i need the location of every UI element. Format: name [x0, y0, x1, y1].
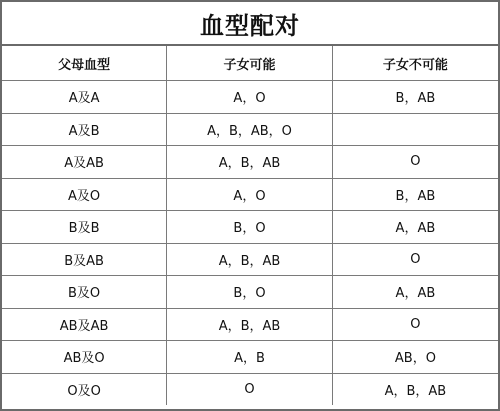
table-row — [2, 373, 498, 405]
parent-blood-type-cell: B及O — [2, 276, 167, 309]
child-possible-cell: A，O — [167, 178, 333, 211]
child-possible-cell: B，O — [167, 276, 333, 309]
header-child-impossible: 子女不可能 — [332, 46, 498, 81]
parent-blood-type-cell: A及AB — [2, 146, 167, 179]
parent-blood-type-cell: A及O — [2, 178, 167, 211]
table-row — [2, 341, 498, 374]
child-possible-cell: B，O — [167, 211, 333, 244]
table-row — [2, 146, 498, 179]
header-child-possible: 子女可能 — [167, 46, 333, 81]
child-impossible-cell: A，AB — [332, 211, 498, 244]
parent-blood-type-cell: B及B — [2, 211, 167, 244]
parent-blood-type-cell: O及O — [2, 373, 167, 405]
child-impossible-cell: O — [332, 146, 498, 179]
child-possible-cell: A，B — [167, 341, 333, 374]
table-row — [2, 276, 498, 309]
table-row — [2, 113, 498, 146]
table-row — [2, 178, 498, 211]
child-impossible-cell: B，AB — [332, 178, 498, 211]
table-row — [2, 243, 498, 276]
table-row — [2, 308, 498, 341]
table-row — [2, 81, 498, 114]
child-possible-cell: A，B，AB — [167, 308, 333, 341]
child-impossible-cell — [332, 113, 498, 146]
header-parent-blood-type: 父母血型 — [2, 46, 167, 81]
child-possible-cell: O — [167, 373, 333, 405]
child-impossible-cell: O — [332, 243, 498, 276]
blood-type-table — [2, 46, 498, 405]
child-possible-cell: A，B，AB，O — [167, 113, 333, 146]
child-impossible-cell: A，B，AB — [384, 383, 447, 399]
child-impossible-cell: A，AB — [332, 276, 498, 309]
child-possible-cell: A，B，AB — [167, 243, 333, 276]
page-title: 血型配对 — [2, 2, 498, 46]
child-impossible-cell: O — [332, 308, 498, 341]
child-impossible-cell: B，AB — [332, 81, 498, 114]
parent-blood-type-cell: AB及O — [2, 341, 167, 374]
child-possible-cell: A，O — [167, 81, 333, 114]
parent-blood-type-cell: AB及AB — [2, 308, 167, 341]
child-impossible-cell: AB，O — [332, 341, 498, 374]
parent-blood-type-cell: A及B — [2, 113, 167, 146]
table-header-row — [2, 46, 498, 81]
table-row — [2, 211, 498, 244]
child-possible-cell: A，B，AB — [167, 146, 333, 179]
parent-blood-type-cell: A及A — [2, 81, 167, 114]
parent-blood-type-cell: B及AB — [2, 243, 167, 276]
